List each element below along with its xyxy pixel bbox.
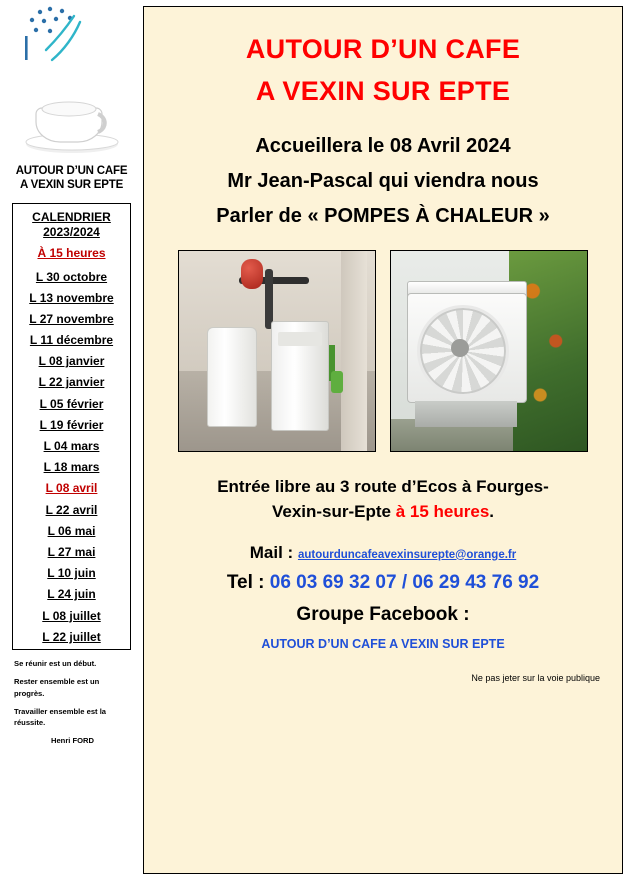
calendar-item: L 30 octobre	[35, 269, 108, 284]
entry-line-2: Vexin-sur-Epte	[271, 502, 396, 522]
confetti-icon	[20, 6, 90, 66]
footnote: Ne pas jeter sur la voie publique	[471, 672, 600, 683]
calendar-item: L 05 février	[39, 396, 104, 411]
quote-block	[12, 658, 131, 747]
calendar-subtitle: 2023/2024	[43, 225, 100, 240]
facebook-colon: :	[457, 604, 470, 626]
facebook-row	[227, 600, 539, 630]
quote-line-2: Rester ensemble est un progrès.	[14, 677, 100, 698]
quote-author: Henri FORD	[50, 736, 95, 746]
poster-panel	[143, 6, 623, 874]
calendar-item: L 13 novembre	[29, 290, 114, 305]
tel-separator: :	[252, 571, 270, 593]
photo-unit-base	[415, 401, 517, 427]
entry-info	[173, 474, 593, 525]
left-column	[0, 0, 143, 880]
poster-subtitle	[216, 129, 549, 234]
calendar-item: L 08 janvier	[38, 354, 105, 369]
logo-block	[0, 0, 143, 170]
calendar-item: L 27 novembre	[29, 311, 114, 326]
org-name-line1: AUTOUR D’UN CAFE	[15, 165, 128, 177]
calendar-item: L 22 juillet	[42, 629, 101, 644]
indoor-heat-pump-photo	[178, 250, 376, 452]
calendar-hour: À 15 heures	[37, 245, 106, 260]
calendar-item: L 18 mars	[43, 460, 100, 475]
calendar-box	[12, 203, 131, 651]
contact-block	[227, 539, 539, 651]
calendar-item: L 19 février	[39, 417, 104, 432]
calendar-item: L 22 avril	[45, 502, 98, 517]
photo-side-wall	[341, 251, 367, 451]
poster-title-line1: AUTOUR D’UN CAFE	[245, 34, 521, 64]
tel-label: Tel	[226, 571, 253, 593]
calendar-list	[13, 266, 130, 647]
photo-row	[178, 250, 588, 452]
coffee-cup-icon	[22, 86, 122, 158]
facebook-group-name[interactable]: AUTOUR D’UN CAFE A VEXIN SUR EPTE	[261, 636, 505, 651]
outdoor-heat-pump-photo	[390, 250, 588, 452]
calendar-item: L 27 mai	[47, 544, 96, 559]
calendar-item-highlighted: L 08 avril	[45, 481, 98, 496]
photo-expansion-vessel	[241, 259, 263, 289]
subtitle-line-3: Parler de « POMPES À CHALEUR »	[216, 204, 550, 227]
quote-line-1: Se réunir est un début.	[14, 659, 97, 669]
calendar-item: L 06 mai	[47, 523, 96, 538]
tel-row	[227, 568, 539, 598]
subtitle-line-2: Mr Jean-Pascal qui viendra nous	[227, 169, 539, 192]
mail-label: Mail :	[249, 542, 294, 562]
calendar-item: L 24 juin	[47, 587, 96, 602]
photo-indoor-unit	[271, 321, 329, 431]
org-name-line2: A VEXIN SUR EPTE	[19, 179, 124, 192]
entry-line-1: Entrée libre au 3 route d’Ecos à Fourges-	[217, 476, 549, 496]
calendar-item: L 08 juillet	[42, 608, 101, 623]
photo-water-tank	[207, 327, 257, 427]
tel-number: 06 03 69 32 07 / 06 29 43 76 92	[269, 571, 540, 593]
poster-title-line2: A VEXIN SUR EPTE	[255, 75, 511, 106]
photo-pipe-vertical	[265, 269, 273, 329]
entry-period: .	[489, 502, 495, 522]
mail-link[interactable]: autourduncafeavexinsurepte@orange.fr	[297, 548, 517, 561]
mail-row	[227, 539, 539, 566]
calendar-item: L 22 janvier	[38, 375, 105, 390]
entry-hour: à 15 heures	[395, 502, 490, 522]
quote-line-3: Travailler ensemble est la réussite.	[14, 706, 107, 728]
facebook-label: Groupe Facebook	[296, 604, 458, 626]
calendar-title: CALENDRIER	[32, 209, 111, 224]
photo-fan-hub	[451, 339, 469, 357]
calendar-item: L 10 juin	[47, 566, 96, 581]
photo-green-valve	[331, 371, 343, 393]
calendar-item: L 04 mars	[43, 439, 100, 454]
calendar-item: L 11 décembre	[29, 333, 114, 348]
subtitle-line-1: Accueillera le 08 Avril 2024	[255, 134, 511, 157]
